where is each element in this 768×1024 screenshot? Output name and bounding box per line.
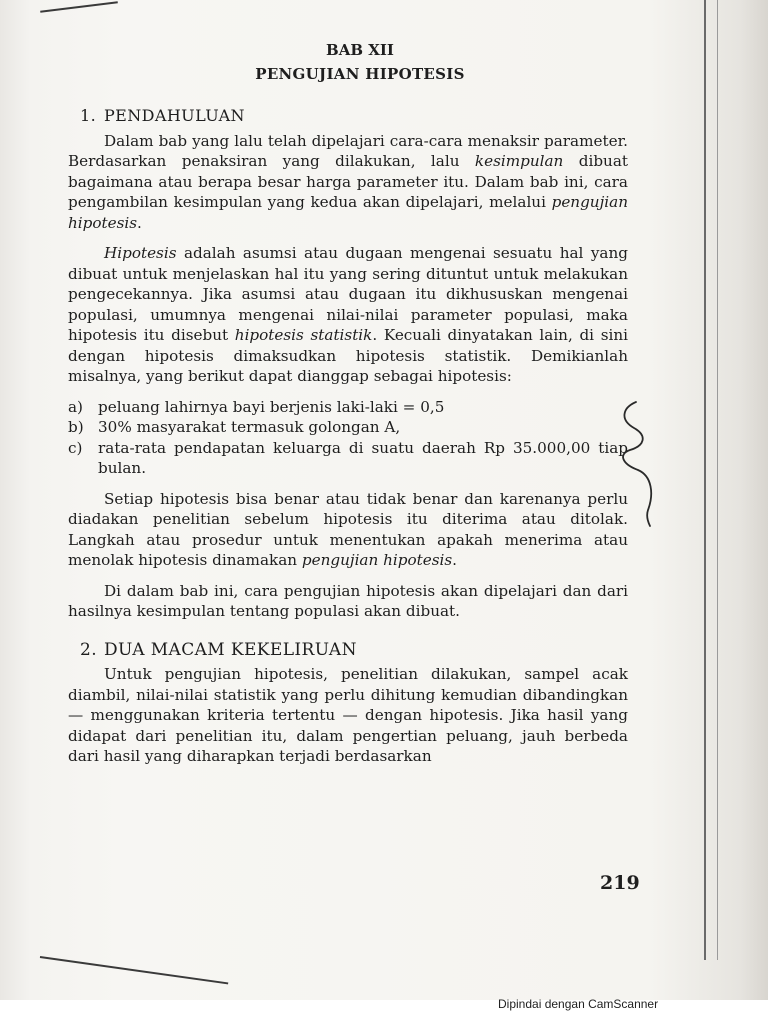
italic-term: Hipotesis xyxy=(104,244,177,262)
paragraph-text: Dalam bab yang lalu telah dipelajari cara-cara menaksir parameter. Berdasarkan penaksiran yang dilakukan, lalu xyxy=(68,131,628,170)
paragraph-text: Di dalam bab ini, cara pengujian hipotesis akan dipelajari dan dari hasilnya kesimpulan tentang populasi akan dibuat. xyxy=(68,581,628,620)
paragraph-text: dibuat bagaimana atau berapa besar harga parameter itu. Dalam bab ini, cara pengambilan kesimpulan yang kedua akan dipelajari, melalui xyxy=(68,152,628,211)
italic-term: hipotesis statistik xyxy=(234,326,373,344)
italic-term: pengujian hipotesis xyxy=(68,193,628,232)
paragraph-text: adalah asumsi atau dugaan mengenai sesuatu hal yang dibuat untuk menjelaskan hal itu yang sering dituntut untuk melakukan pengecekannya. Jika asumsi atau dugaan itu dikhususkan mengenai populasi, umumnya mengenai nilai-nilai parameter populasi, maka hipotesis itu disebut xyxy=(68,244,628,344)
italic-term: pengujian hipotesis xyxy=(301,551,453,569)
list-item-text: 30% masyarakat termasuk golongan A, xyxy=(98,418,401,436)
chapter-number: BAB XII xyxy=(326,41,394,59)
paragraph-intro xyxy=(68,131,628,234)
bottom-edge-line xyxy=(40,956,228,984)
list-item xyxy=(68,417,628,438)
paragraph-text: . xyxy=(452,551,457,569)
hypothesis-examples-list xyxy=(68,397,628,479)
paragraph-text: Setiap hipotesis bisa benar atau tidak benar dan karenanya perlu diadakan penelitian sebelum hipotesis itu diterima atau ditolak. Langkah atau prosedur untuk menentukan apakah menerima atau menolak hipotesis dinamakan xyxy=(68,489,628,569)
handwritten-brace-mark xyxy=(614,398,664,528)
page-number: 219 xyxy=(600,872,640,894)
list-marker: a) xyxy=(68,397,83,416)
section-title: PENDAHULUAN xyxy=(104,106,245,125)
section-heading-dua-macam-kekeliruan xyxy=(80,640,628,661)
list-item-text: peluang lahirnya bayi berjenis laki-laki = 0,5 xyxy=(98,397,445,416)
paragraph-definition xyxy=(68,243,628,387)
chapter-title: PENGUJIAN HIPOTESIS xyxy=(255,64,465,83)
paragraph-text: . Kecuali dinyatakan lain, di sini dengan hipotesis dimaksudkan hipotesis statistik. Demikianlah misalnya, yang berikut dapat dianggap sebagai hipotesis: xyxy=(68,326,628,385)
right-edge-line xyxy=(704,0,706,960)
paragraph-testing xyxy=(68,489,628,571)
section-number: 1. xyxy=(80,106,97,125)
scanner-watermark: Dipindai dengan CamScanner xyxy=(498,997,659,1011)
list-item xyxy=(68,397,628,418)
page-content xyxy=(68,40,628,777)
right-edge-line-2 xyxy=(717,0,718,960)
italic-term: kesimpulan xyxy=(474,152,564,170)
list-item xyxy=(68,438,628,479)
section-heading-pendahuluan xyxy=(80,106,628,127)
section-number: 2. xyxy=(80,639,98,660)
section-title: DUA MACAM KEKELIRUAN xyxy=(104,639,357,660)
paragraph-errors xyxy=(68,664,628,767)
paragraph-text: Untuk pengujian hipotesis, penelitian dilakukan, sampel acak diambil, nilai-nilai statistik yang perlu dihitung kemudian dibandingkan — menggunakan kriteria tertentu — dengan hipotesis. Jika hasil yang didapat dari penelitian itu, dalam pengertian peluang, jauh berbeda dari hasil yang diharapkan terjadi berdasarkan xyxy=(68,665,628,765)
paragraph-text: . xyxy=(137,213,142,232)
paragraph-chapter-plan xyxy=(68,581,628,622)
list-marker: c) xyxy=(68,438,83,457)
list-marker: b) xyxy=(68,418,84,436)
list-item-text: rata-rata pendapatan keluarga di suatu daerah Rp 35.000,00 tiap bulan. xyxy=(98,438,628,477)
top-edge-line xyxy=(40,1,118,12)
